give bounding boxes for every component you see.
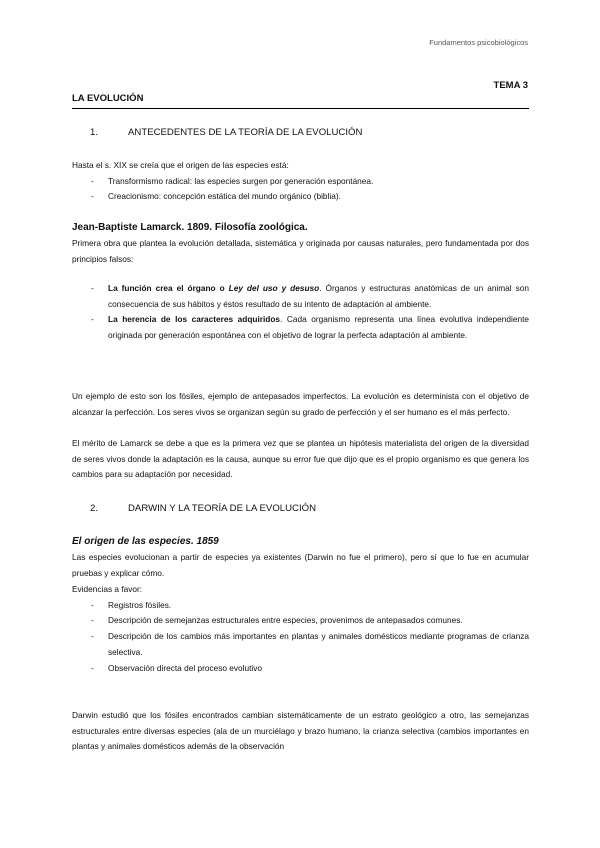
evidence-list (72, 598, 529, 677)
section-1-intro: Hasta el s. XIX se creía que el origen de las especies está: (72, 160, 289, 170)
principle-1-text: . Órganos y estructuras anatómicas de un animal son consecuencia de sus hábitos y éstos resultado de su intento de adaptación al ambiente. (108, 283, 529, 309)
section-1-intro-block (72, 158, 529, 205)
list-item: - Registros fósiles. (72, 598, 529, 614)
lamarck-paragraph-2: El mérito de Lamarck se debe a que es la primera vez que se plantea un hipótesis materialista del origen de la diversidad de seres vivos donde la adaptación es la causa, aunque su error fue que dijo que es el propio organismo es que genera los cambios para su adaptación por necesidad. (72, 438, 529, 480)
evidence-label: Evidencias a favor: (72, 584, 143, 594)
page-title: LA EVOLUCIÓN (72, 93, 144, 104)
section-1-title: ANTECEDENTES DE LA TEORÍA DE LA EVOLUCIÓN (128, 127, 363, 138)
list-item: - Creacionismo: concepción estática del mundo orgánico (biblia). (72, 189, 529, 205)
running-header: Fundamentos psicobiológicos (429, 38, 528, 47)
section-2-intro: Las especies evolucionan a partir de especies ya existentes (Darwin no fue el primero), pero sí que lo fue en acumular pruebas y explicar cómo. (72, 552, 529, 578)
lamarck-principles (72, 281, 529, 344)
list-item (72, 312, 529, 343)
principle-1-italic: Ley del uso y desuso (228, 283, 320, 293)
list-item (72, 281, 529, 312)
principles-list (72, 281, 529, 344)
section-2-title: DARWIN Y LA TEORÍA DE LA EVOLUCIÓN (128, 503, 317, 514)
lamarck-intro: Primera obra que plantea la evolución detallada, sistemática y originada por causas naturales, pero fundamentada por dos principios falsos: (72, 238, 529, 264)
section-2-number: 2. (90, 503, 99, 514)
list-item: - Observación directa del proceso evolutivo (72, 661, 529, 677)
tema-label: TEMA 3 (493, 80, 528, 91)
darwin-paragraph: Darwin estudió que los fósiles encontrados cambian sistemáticamente de un estrato geológico a otro, las semejanzas estructurales entre diversas especies (ala de un murciélago y brazo humano, la crianza selectiva (cambios importantes en plantas y animales domésticos además de la observación (72, 710, 529, 752)
list-item: - Descripción de los cambios más importantes en plantas y animales domésticos mediante programas de crianza selectiva. (72, 629, 529, 660)
lamarck-paragraph-1: Un ejemplo de esto son los fósiles, ejemplo de antepasados imperfectos. La evolución es determinista con el objetivo de alcanzar la perfección. Los seres vivos se organizan según su grado de perfección y el ser humano es el más perfecto. (72, 391, 529, 417)
lamarck-heading: Jean-Baptiste Lamarck. 1809. Filosofía zoológica. (72, 222, 308, 233)
list-item: - Transformismo radical: las especies surgen por generación espontánea. (72, 174, 529, 190)
principle-1-connector: o (215, 283, 229, 293)
principle-1-bold: La función crea el órgano (108, 283, 216, 293)
section-1-heading (72, 127, 362, 138)
evidence-block (72, 582, 529, 676)
section-2-heading (72, 503, 316, 514)
origin-species-heading: El origen de las especies. 1859 (72, 536, 219, 547)
title-divider (72, 108, 529, 109)
section-1-number: 1. (90, 127, 99, 138)
principle-2-text: . Cada organismo representa una línea evolutiva independiente originada por generación espontánea con el objetivo de lograr la perfecta adaptación al ambiente. (108, 314, 529, 341)
origin-list (72, 174, 529, 205)
principle-2-bold: La herencia de los caracteres adquiridos (108, 314, 281, 325)
list-item: - Descripción de semejanzas estructurales entre especies, provenimos de antepasados comunes. (72, 613, 529, 629)
